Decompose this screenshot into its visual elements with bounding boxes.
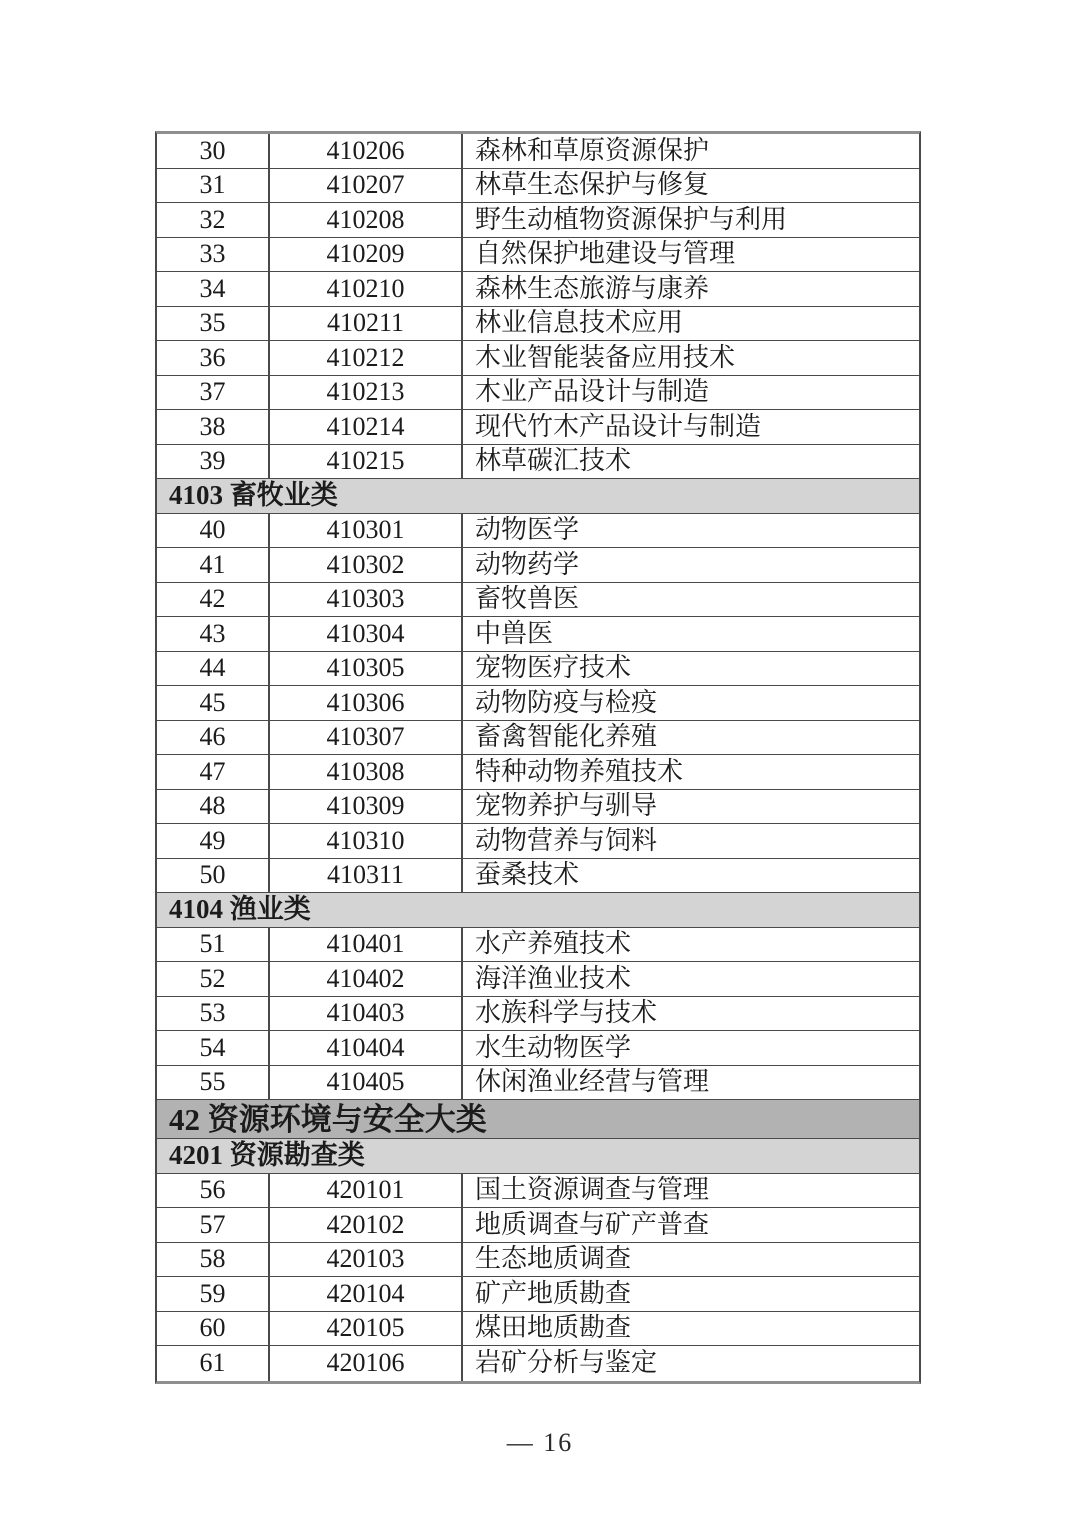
major-category-header-label: 42 资源环境与安全大类 [169, 1101, 487, 1137]
row-number-cell: 55 [157, 1066, 270, 1100]
row-number-cell: 41 [157, 548, 270, 582]
table-row [157, 1066, 919, 1101]
major-category-header-row [157, 1100, 919, 1139]
major-code-cell: 410301 [270, 514, 463, 548]
major-code-cell: 410307 [270, 721, 463, 755]
row-number-cell: 30 [157, 134, 270, 168]
row-number-cell: 52 [157, 962, 270, 996]
major-code-cell: 420104 [270, 1277, 463, 1311]
major-name-cell: 生态地质调查 [475, 1244, 632, 1274]
major-code-cell: 410405 [270, 1066, 463, 1100]
table-row [157, 376, 919, 411]
major-name-cell: 岩矿分析与鉴定 [475, 1348, 658, 1378]
section-header-label: 4104 渔业类 [169, 894, 311, 925]
table-row [157, 962, 919, 997]
section-header-label: 4103 畜牧业类 [169, 480, 338, 511]
major-name-cell: 宠物养护与驯导 [475, 791, 658, 821]
row-number-cell: 61 [157, 1346, 270, 1381]
row-number-cell: 50 [157, 859, 270, 893]
major-name-cell: 地质调查与矿产普查 [475, 1209, 710, 1239]
row-number-cell: 40 [157, 514, 270, 548]
major-code-cell: 410401 [270, 928, 463, 962]
major-name-cell: 野生动植物资源保护与利用 [475, 204, 788, 234]
table-row [157, 824, 919, 859]
major-name-cell: 现代竹木产品设计与制造 [475, 411, 762, 441]
row-number-cell: 38 [157, 410, 270, 444]
section-header-row [157, 893, 919, 928]
major-code-cell: 410210 [270, 272, 463, 306]
major-name-cell: 水族科学与技术 [475, 998, 658, 1028]
row-number-cell: 37 [157, 376, 270, 410]
table-row [157, 307, 919, 342]
table-row [157, 514, 919, 549]
table-row [157, 652, 919, 687]
table-row [157, 238, 919, 273]
row-number-cell: 57 [157, 1208, 270, 1242]
row-number-cell: 44 [157, 652, 270, 686]
row-number-cell: 43 [157, 617, 270, 651]
row-number-cell: 45 [157, 686, 270, 720]
table-row [157, 1031, 919, 1066]
table-row [157, 997, 919, 1032]
row-number-cell: 34 [157, 272, 270, 306]
row-number-cell: 46 [157, 721, 270, 755]
major-code-cell: 420105 [270, 1312, 463, 1346]
table-row [157, 721, 919, 756]
major-code-cell: 420101 [270, 1174, 463, 1208]
section-header-row [157, 479, 919, 514]
major-name-cell: 动物营养与饲料 [475, 825, 658, 855]
table-row [157, 859, 919, 894]
major-name-cell: 矿产地质勘查 [475, 1278, 632, 1308]
major-name-cell: 动物药学 [475, 549, 580, 579]
table-row [157, 583, 919, 618]
major-name-cell: 蚕桑技术 [475, 860, 580, 890]
major-code-cell: 410211 [270, 307, 463, 341]
table-row [157, 203, 919, 238]
major-name-cell: 水生动物医学 [475, 1032, 632, 1062]
major-code-cell: 410306 [270, 686, 463, 720]
table-row [157, 169, 919, 204]
major-name-cell: 森林生态旅游与康养 [475, 273, 710, 303]
section-header-label: 4201 资源勘查类 [169, 1140, 365, 1171]
table-row [157, 1277, 919, 1312]
major-code-cell: 410305 [270, 652, 463, 686]
major-code-cell: 410309 [270, 790, 463, 824]
row-number-cell: 31 [157, 169, 270, 203]
section-header-row [157, 1139, 919, 1174]
major-code-cell: 410214 [270, 410, 463, 444]
major-code-cell: 410402 [270, 962, 463, 996]
table-row [157, 341, 919, 376]
row-number-cell: 51 [157, 928, 270, 962]
row-number-cell: 47 [157, 755, 270, 789]
major-name-cell: 自然保护地建设与管理 [475, 239, 736, 269]
row-number-cell: 56 [157, 1174, 270, 1208]
table-row [157, 272, 919, 307]
row-number-cell: 53 [157, 997, 270, 1031]
row-number-cell: 33 [157, 238, 270, 272]
major-name-cell: 海洋渔业技术 [475, 963, 632, 993]
major-code-cell: 410308 [270, 755, 463, 789]
major-name-cell: 畜牧兽医 [475, 584, 580, 614]
row-number-cell: 54 [157, 1031, 270, 1065]
table-row [157, 1174, 919, 1209]
major-code-cell: 410311 [270, 859, 463, 893]
table-row [157, 790, 919, 825]
major-code-cell: 410207 [270, 169, 463, 203]
major-code-cell: 410304 [270, 617, 463, 651]
major-name-cell: 特种动物养殖技术 [475, 756, 684, 786]
table-row [157, 686, 919, 721]
table-row [157, 617, 919, 652]
major-code-cell: 420103 [270, 1243, 463, 1277]
major-name-cell: 动物医学 [475, 515, 580, 545]
table-row [157, 410, 919, 445]
major-code-cell: 410213 [270, 376, 463, 410]
major-name-cell: 森林和草原资源保护 [475, 135, 710, 165]
table-row [157, 1208, 919, 1243]
table-row [157, 1243, 919, 1278]
major-name-cell: 水产养殖技术 [475, 929, 632, 959]
major-name-cell: 畜禽智能化养殖 [475, 722, 658, 752]
major-name-cell: 林草生态保护与修复 [475, 170, 710, 200]
major-code-cell: 410206 [270, 134, 463, 168]
row-number-cell: 42 [157, 583, 270, 617]
major-name-cell: 林业信息技术应用 [475, 308, 684, 338]
row-number-cell: 59 [157, 1277, 270, 1311]
major-name-cell: 动物防疫与检疫 [475, 687, 658, 717]
major-code-cell: 410302 [270, 548, 463, 582]
table-row [157, 445, 919, 480]
table-row [157, 1312, 919, 1347]
major-code-cell: 410303 [270, 583, 463, 617]
major-code-cell: 410310 [270, 824, 463, 858]
row-number-cell: 32 [157, 203, 270, 237]
major-name-cell: 木业产品设计与制造 [475, 377, 710, 407]
row-number-cell: 49 [157, 824, 270, 858]
table-row [157, 928, 919, 963]
table-row [157, 548, 919, 583]
row-number-cell: 60 [157, 1312, 270, 1346]
major-name-cell: 煤田地质勘查 [475, 1313, 632, 1343]
row-number-cell: 36 [157, 341, 270, 375]
major-name-cell: 木业智能装备应用技术 [475, 342, 736, 372]
major-code-cell: 410208 [270, 203, 463, 237]
major-code-cell: 410404 [270, 1031, 463, 1065]
major-name-cell: 国土资源调查与管理 [475, 1175, 710, 1205]
row-number-cell: 35 [157, 307, 270, 341]
catalog-table [155, 131, 921, 1384]
major-code-cell: 410209 [270, 238, 463, 272]
major-name-cell: 林草碳汇技术 [475, 446, 632, 476]
page-number: — 16 [506, 1428, 574, 1457]
major-name-cell: 休闲渔业经营与管理 [475, 1067, 710, 1097]
table-row [157, 134, 919, 169]
major-code-cell: 420102 [270, 1208, 463, 1242]
major-code-cell: 410212 [270, 341, 463, 375]
table-row [157, 1346, 919, 1381]
table-row [157, 755, 919, 790]
row-number-cell: 48 [157, 790, 270, 824]
row-number-cell: 58 [157, 1243, 270, 1277]
major-code-cell: 410215 [270, 445, 463, 479]
major-name-cell: 中兽医 [475, 618, 554, 648]
row-number-cell: 39 [157, 445, 270, 479]
major-code-cell: 410403 [270, 997, 463, 1031]
major-name-cell: 宠物医疗技术 [475, 653, 632, 683]
major-code-cell: 420106 [270, 1346, 463, 1381]
